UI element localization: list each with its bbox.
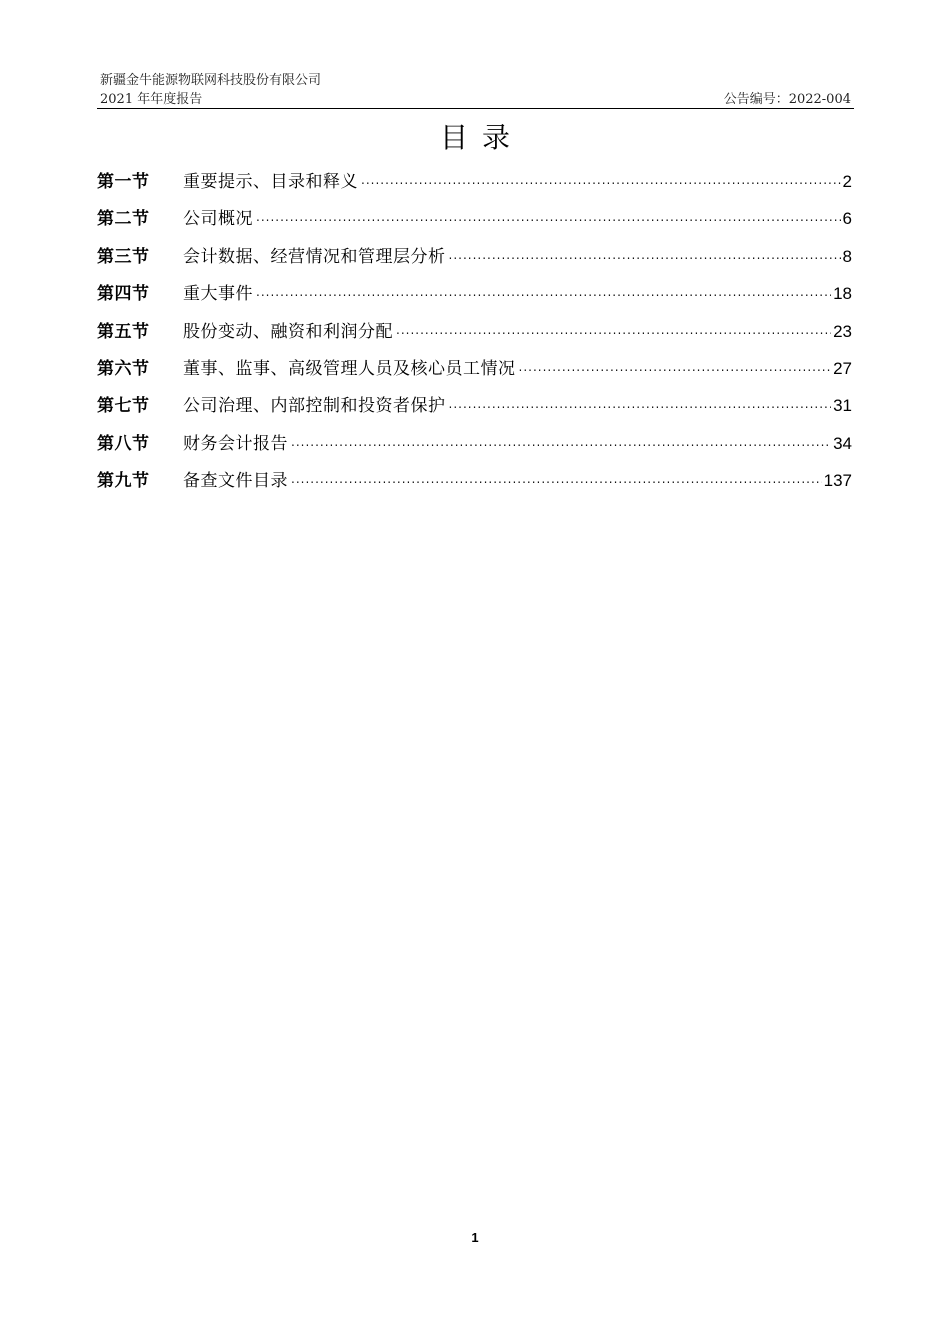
dot-leader [291,432,831,450]
report-title: 2021 年年度报告 [100,92,203,107]
toc-section-name: 公司概况 [183,209,253,230]
toc-entry[interactable] [97,391,852,428]
toc-page-number: 2 [842,172,852,191]
dot-leader [449,245,841,263]
toc-page-number: 34 [833,433,852,453]
toc-section-name: 财务会计报告 [183,433,288,454]
page-number: 1 [471,1230,479,1245]
toc-section-name: 公司治理、内部控制和投资者保护 [183,396,446,417]
toc-section-label: 第一节 [97,172,150,192]
toc-entry[interactable] [97,279,852,316]
toc-entry[interactable] [97,429,852,466]
toc-section-name: 会计数据、经营情况和管理层分析 [183,246,446,267]
toc-section-name: 重要提示、目录和释义 [183,172,358,192]
toc-page-number: 23 [833,321,852,341]
toc-page-number: 6 [842,209,852,229]
toc-section-label: 第四节 [97,284,150,305]
toc-entry[interactable] [97,242,852,279]
toc-section-label: 第二节 [97,209,150,230]
page-header [97,64,854,109]
dot-leader [291,469,822,487]
toc-list [97,167,852,504]
toc-section-name: 备查文件目录 [183,471,288,492]
toc-page-number: 27 [833,358,852,378]
toc-entry[interactable] [97,167,852,204]
toc-page-number: 18 [833,284,852,304]
toc-section-label: 第八节 [97,433,150,454]
dot-leader [256,207,841,225]
toc-section-label: 第七节 [97,396,150,417]
dot-leader [396,320,831,338]
dot-leader [256,282,831,300]
toc-entry[interactable] [97,354,852,391]
dot-leader [449,394,832,412]
toc-page-number: 8 [842,246,852,266]
dot-leader [519,357,832,375]
dot-leader [361,170,841,188]
toc-title: 目录 [439,121,524,154]
toc-section-label: 第九节 [97,471,150,492]
toc-section-label: 第三节 [97,246,150,267]
toc-entry[interactable] [97,204,852,241]
toc-page-number: 137 [823,471,852,491]
toc-entry[interactable] [97,317,852,354]
toc-section-name: 股份变动、融资和利润分配 [183,321,393,342]
toc-section-name: 董事、监事、高级管理人员及核心员工情况 [183,358,516,379]
toc-page-number: 31 [833,396,852,416]
toc-section-name: 重大事件 [183,284,253,305]
company-name: 新疆金牛能源物联网科技股份有限公司 [100,73,322,88]
toc-section-label: 第五节 [97,321,150,342]
notice-number: 公告编号：2022-004 [723,92,851,107]
toc-section-label: 第六节 [97,358,150,379]
toc-entry[interactable] [97,466,852,503]
